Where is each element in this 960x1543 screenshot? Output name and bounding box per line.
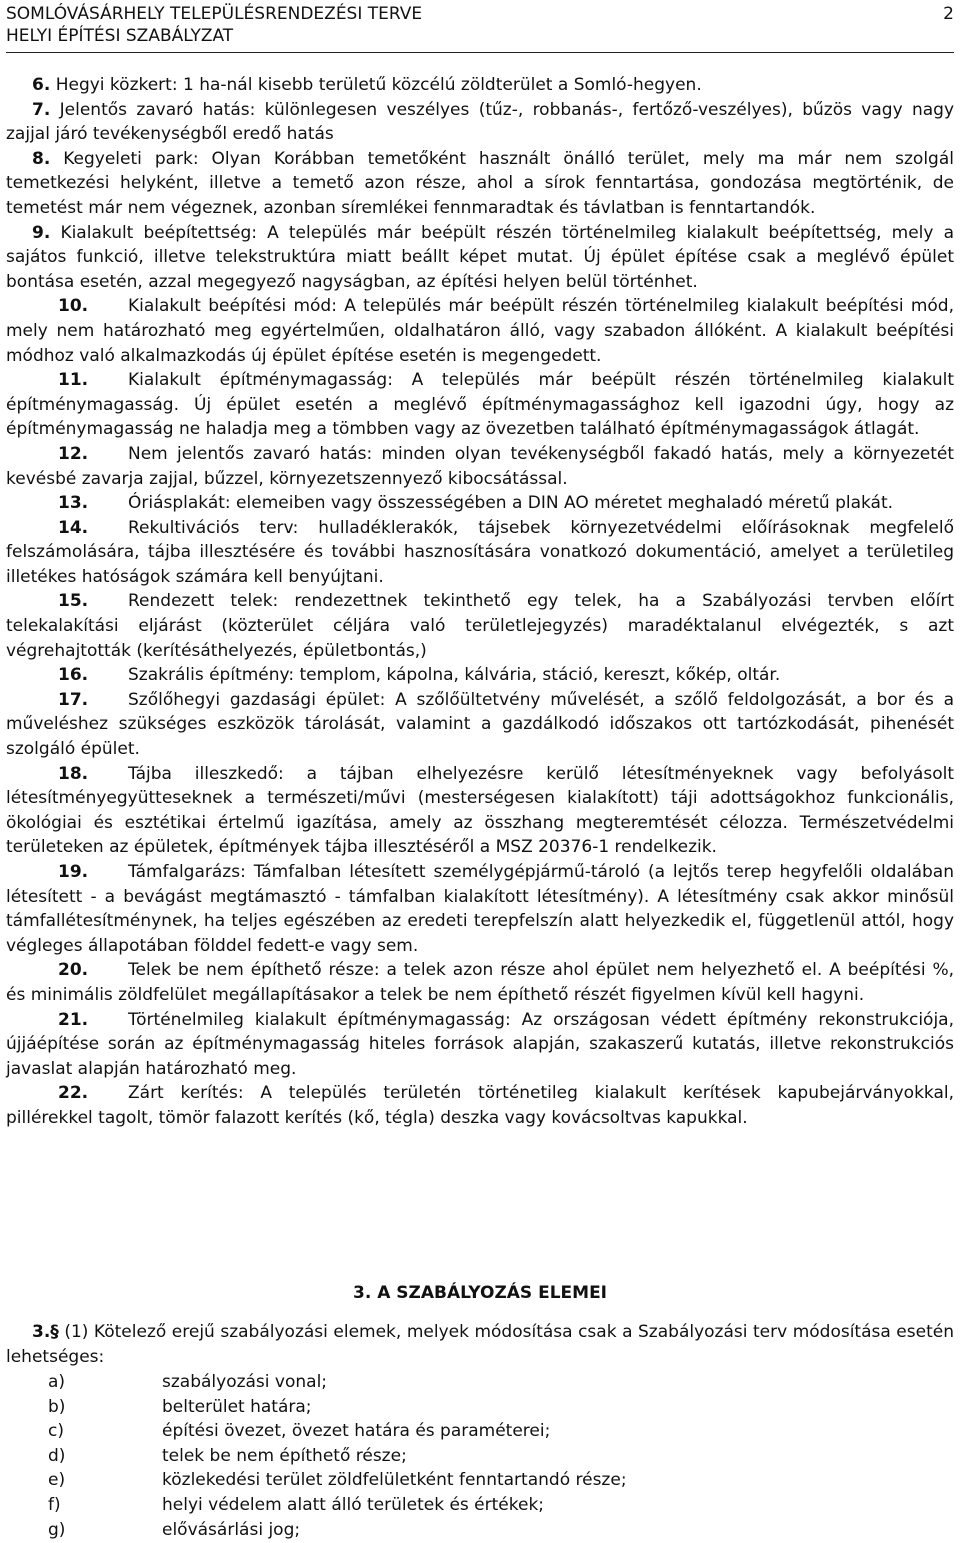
document-title: SOMLÓVÁSÁRHELY TELEPÜLÉSRENDEZÉSI TERVE — [6, 4, 423, 24]
definition-item: 21. Történelmileg kialakult építménymagasság: Az országosan védett építmény rekonstrukciója, újjáépítése során az építménymagasság hiteles források alapján, szakaszerű kutatás, illetve rekonstrukciós javaslat alapján határozható meg. — [6, 1009, 954, 1079]
paragraph-mark: 3.§ — [32, 1322, 59, 1342]
section-paragraph — [6, 1320, 954, 1369]
list-item: d) telek be nem építhető része; — [48, 1445, 407, 1466]
definition-item: 15. Rendezett telek: rendezettnek tekinthető egy telek, ha a Szabályozási tervben előírt telekalakítási eljárást (közterület céljára való területlejegyzés) maradéktalanul elvégezték, s azt végrehajtották (kerítésáthelyezés, épületbontás,) — [6, 591, 954, 661]
definition-item: 7. Jelentős zavaró hatás: különlegesen veszélyes (tűz-, robbanás-, fertőző-veszélyes), bűzös vagy nagy zajjal járó tevékenységből eredő hatás — [6, 99, 955, 145]
paragraph-text: (1) Kötelező erejű szabályozási elemek, melyek módosítása csak a Szabályozási terv módosítása esetén lehetséges: — [6, 1322, 954, 1367]
list-item: f) helyi védelem alatt álló területek és értékek; — [48, 1494, 545, 1515]
definition-item: 10. Kialakult beépítési mód: A település már beépült részén történelmileg kialakult beépítési mód, mely nem határozható meg egyértelműen, oldalhatáron álló, vagy szabadon állóként. A kialakult beépítési módhoz való alkalmazkodás új épület építése esetén is megengedett. — [6, 296, 954, 366]
page-number: 2 — [943, 4, 954, 24]
list-item: e) közlekedési terület zöldfelületként fenntartandó része; — [48, 1470, 627, 1491]
definition-item: 6. Hegyi közkert: 1 ha-nál kisebb területű közcélú zöldterület a Somló-hegyen. — [32, 75, 702, 95]
regulation-elements-list — [6, 1370, 954, 1542]
definition-item: 19. Támfalgarázs: Támfalban létesített személygépjármű-tároló (a lejtős terep hegyfelőli oldalában létesített - a bevágást megtámasztó - támfalban kialakított létesítmény). A létesítmény csak akkor minősül támfallétesítménynek, ha teljes egészében az eredeti terepfelszín alatt helyezkedik el, függetlenül attól, hogy végleges állapotában földdel fedett-e vagy sem. — [6, 862, 954, 956]
definition-item: 12. Nem jelentős zavaró hatás: minden olyan tevékenységből fakadó hatás, mely a környezetét kevésbé zavarja zajjal, bűzzel, környezetszennyező kibocsátással. — [6, 443, 954, 489]
definition-item: 20. Telek be nem építhető része: a telek azon része ahol épület nem helyezhető el. A beépítési %, és minimális zöldfelület megállapításakor a telek be nem építhető részét figyelmen kívül kell hagyni. — [6, 960, 954, 1005]
section-heading: 3. A SZABÁLYOZÁS ELEMEI — [352, 1283, 608, 1303]
definition-item: 13. Óriásplakát: elemeiben vagy összességében a DIN AO méretet meghaladó méretű plakát. — [58, 493, 894, 514]
page-header — [6, 3, 954, 47]
definition-item: 11. Kialakult építménymagasság: A település már beépült részén történelmileg kialakult építménymagasság. Új épület esetén a meglévő építménymagassághoz kell igazodni úgy, hogy az építménymagasság ne haladja meg a tömbben vagy az övezetben található építménymagasságok átlagát. — [6, 370, 954, 440]
definition-item: 14. Rekultivációs terv: hulladéklerakók, tájsebek környezetvédelmi előírásoknak megfelelő felszámolására, tájba illesztésére és további hasznosítására vonatkozó dokumentáció, amelyet a területileg illetékes hatóságok számára kell benyújtani. — [6, 517, 954, 587]
definition-item: 17. Szőlőhegyi gazdasági épület: A szőlőültetvény művelését, a szőlő feldolgozását, a bor és a műveléshez szükséges eszközök tárolását, valamint a gazdálkodó időszakos ott tartózkodását, pihenését szolgáló épület. — [6, 689, 954, 760]
definition-item: 9. Kialakult beépítettség: A település már beépült részén történelmileg kialakult beépítettség, mely a sajátos funkció, illetve telekstruktúra miatt beállt képet mutat. Új épület építése csak a meglévő épület bontása esetén, azzal megegyező nagyságban, az építési helyen belül történhet. — [6, 222, 954, 292]
list-item: c) építési övezet, övezet határa és paraméterei; — [48, 1421, 551, 1442]
definitions-list — [6, 73, 954, 1131]
definition-item: 16. Szakrális építmény: templom, kápolna, kálvária, stáció, kereszt, kőkép, oltár. — [58, 665, 781, 686]
definition-item: 22. Zárt kerítés: A település területén történetileg kialakult kerítések kapubejárványokkal, pillérekkel tagolt, tömör falazott kerítés (kő, tégla) deszka vagy kovácsoltvas kapukkal. — [6, 1083, 954, 1128]
list-item: a) szabályozási vonal; — [48, 1372, 328, 1392]
document-subtitle: HELYI ÉPÍTÉSI SZABÁLYZAT — [6, 26, 234, 46]
definition-item: 18. Tájba illeszkedő: a tájban elhelyezésre kerülő létesítményeknek vagy befolyásolt létesítményegyütteseknek a természeti/művi (mesterségesen kialakított) táji adottságokhoz funkcionális, ökológiai és esztétikai értelmű igazítása, amely az összhang megteremtését célozza. Természetvédelmi területeken az épületek, építmények tájba illesztéséről a MSZ 20376-1 rendelkezik. — [6, 763, 954, 858]
list-item: g) elővásárlási jog; — [48, 1519, 301, 1540]
header-divider — [6, 52, 954, 53]
list-item: b) belterület határa; — [48, 1396, 312, 1417]
definition-item: 8. Kegyeleti park: Olyan Korábban temetőként használt önálló terület, mely ma már nem szolgál temetkezési helyként, illetve a temető azon része, ahol a sírok fenntartása, gondozása megtörténik, de temetést már nem végeznek, azonban síremlékei fennmaradtak és távlatban is fenntartandók. — [6, 148, 954, 218]
